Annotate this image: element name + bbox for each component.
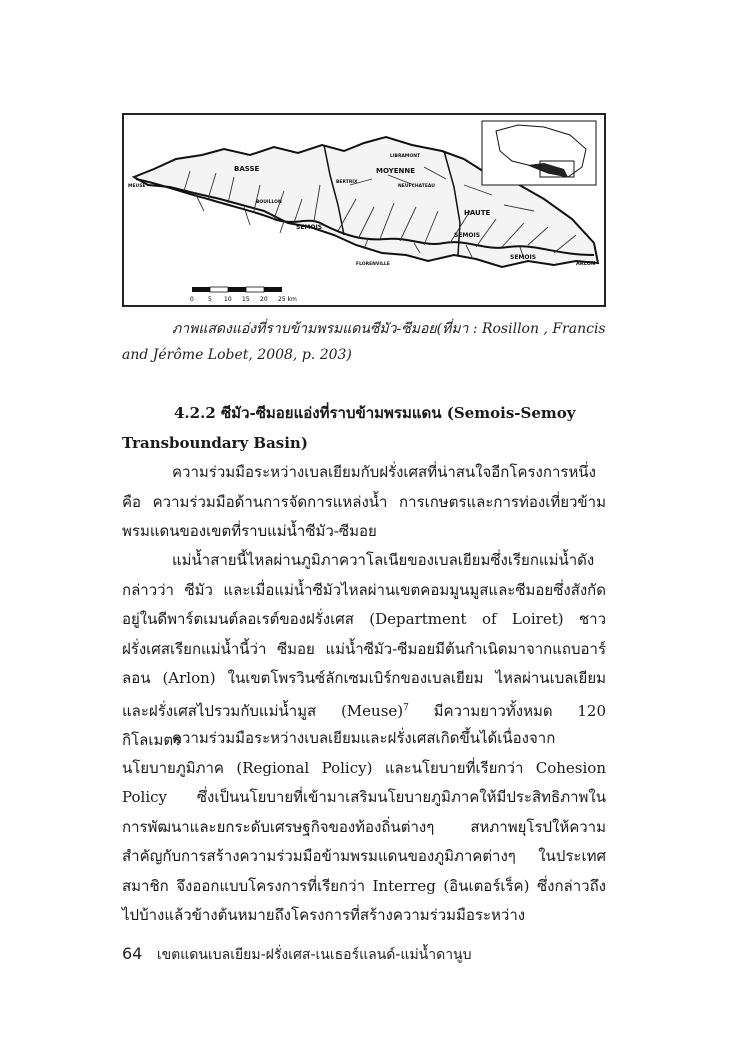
running-title: เขตแดนเบลเยียม-ฝรั่งเศส-เนเธอร์แลนด์-แม่น้ำดานูบ (156, 947, 472, 963)
scale-tick-15: 15 (242, 296, 250, 303)
section-title-en-1: (Semois-Semoy (446, 404, 576, 422)
scale-tick-5: 5 (208, 296, 212, 303)
label-meuse: MEUSE (128, 184, 146, 189)
map-figure (122, 113, 606, 307)
label-basse: BASSE (234, 165, 260, 173)
section-title-en-2: Transboundary Basin) (122, 434, 308, 452)
section-heading (122, 398, 606, 458)
paragraph-2-text-b: มีความยาวทั้งหมด 120 กิโลเมตร (122, 701, 606, 749)
paragraph-1 (122, 458, 606, 547)
caption-line-1: ภาพแสดงแอ่งที่ราบข้ามพรมแดนซีมัว-ซีมอย(ที่มา : Rosillon , Francis (172, 321, 606, 337)
section-number: 4.2.2 (174, 404, 216, 422)
paragraph-3-text: ความร่วมมือระหว่างเบลเยียมและฝรั่งเศสเกิดขึ้นได้เนื่องจากนโยบายภูมิภาค (Regional Policy) และนโยบายที่เรียกว่า Cohesion Policy ซึ่งเป็นนโยบายที่เข้ามาเสริมนโยบายภูมิภาคให้มีประสิทธิภาพในการพัฒนาและยกระดับเศรษฐกิจของท้องถิ่นต่างๆ สหภาพยุโรปให้ความสำคัญกับการสร้างความร่วมมือข้ามพรมแดนของภูมิภาคต่างๆ ในประเทศสมาชิก จึงออกแบบโครงการที่เรียกว่า Interreg (อินเตอร์เร็ค) ซึ่งกล่าวถึงไปบ้างแล้วข้างต้นหมายถึงโครงการที่สร้างความร่วมมือระหว่าง (122, 729, 606, 924)
section-title-thai: ซีมัว-ซีมอยแอ่งที่ราบข้ามพรมแดน (221, 404, 442, 422)
label-semois-2: SEMOIS (454, 232, 481, 239)
caption-line-2: and Jérôme Lobet, 2008, p. 203) (122, 347, 352, 363)
footnote-ref: 7 (403, 702, 409, 713)
label-bouillon: BOUILLON (256, 200, 282, 205)
scale-tick-0: 0 (190, 296, 194, 303)
label-florenville: FLORENVILLE (356, 262, 390, 267)
scale-bar (190, 287, 297, 303)
semois-basin-map (124, 115, 604, 305)
label-moyenne: MOYENNE (376, 167, 416, 175)
figure-caption (122, 316, 606, 368)
label-semois-1: SEMOIS (296, 224, 323, 231)
label-arlon: ARLON (576, 261, 596, 267)
label-neufchateau: NEUFCHATEAU (398, 184, 435, 189)
paragraph-2-text-a: แม่น้ำสายนี้ไหลผ่านภูมิภาควาโลเนียของเบลเยียมซึ่งเรียกแม่น้ำดังกล่าวว่า ซีมัว และเมื่อแม่น้ำซีมัวไหลผ่านเขตคอมมูนมูสและซีมอยซึ่งสังกัดอยู่ในดีพาร์ตเมนต์ลอเรต์ของฝรั่งเศส (Department of Loiret) ชาวฝรั่งเศสเรียกแม่น้ำนี้ว่า ซีมอย แม่น้ำซีมัว-ซีมอยมีต้นกำเนิดมาจากแถบอาร์ลอน (Arlon) ในเขตโพรวินซ์ลักเซมเบิร์กของเบลเยียม ไหลผ่านเบลเยียมและฝรั่งเศสไปรวมกับแม่น้ำมูส (Meuse) (122, 551, 606, 720)
page-footer (122, 944, 606, 966)
scale-tick-20: 20 (260, 296, 268, 303)
page-number: 64 (122, 944, 143, 963)
paragraph-1-text: ความร่วมมือระหว่างเบลเยียมกับฝรั่งเศสที่น่าสนใจอีกโครงการหนึ่ง คือ ความร่วมมือด้านการจัดการแหล่งน้ำ การเกษตรและการท่องเที่ยวข้ามพรมแดนของเขตที่ราบแม่น้ำซีมัว-ซีมอย (122, 463, 606, 540)
label-libramont: LIBRAMONT (390, 154, 421, 159)
scale-tick-25: 25 km (278, 296, 297, 303)
label-semois-3: SEMOIS (510, 254, 537, 261)
scale-tick-10: 10 (224, 296, 232, 303)
label-bertrix: BERTRIX (336, 180, 358, 185)
paragraph-3 (122, 724, 606, 931)
label-haute: HAUTE (464, 209, 491, 217)
